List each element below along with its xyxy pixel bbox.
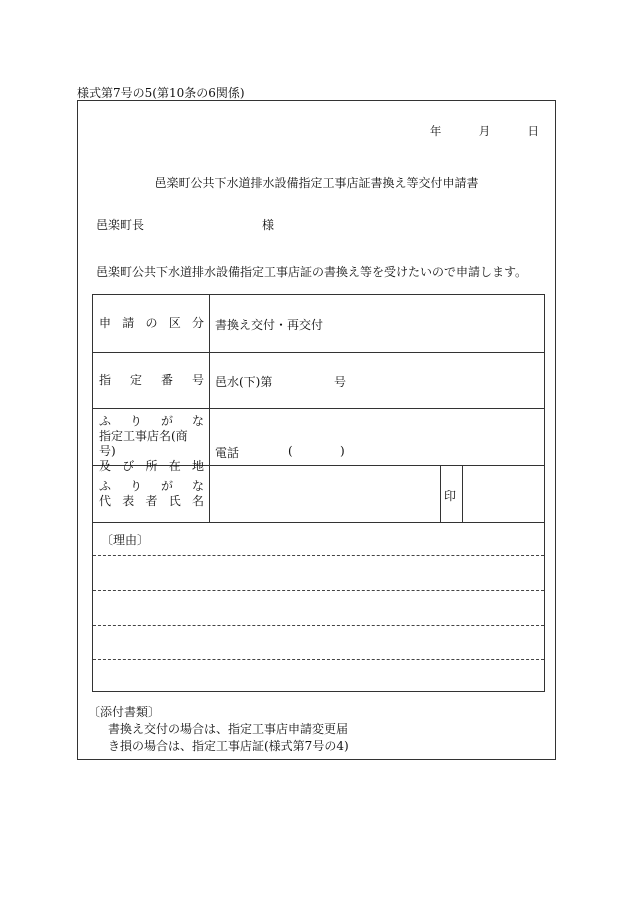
application-type-value: 書換え交付・再交付 bbox=[215, 318, 324, 332]
attachments-heading: 〔添付書類〕 bbox=[88, 705, 161, 719]
reason-line bbox=[93, 590, 544, 591]
reason-line bbox=[93, 555, 544, 556]
attachment-item: 書換え交付の場合は、指定工事店申請変更届 bbox=[108, 722, 349, 736]
form-number-label: 様式第7号の5(第10条の6関係) bbox=[77, 86, 245, 100]
phone-paren-close: ) bbox=[340, 444, 345, 458]
shop-name-label: ふ り が な 指定工事店名(商号) 及 び 所 在 地 bbox=[99, 414, 204, 473]
row-divider bbox=[93, 408, 544, 409]
seal-mark: 印 bbox=[444, 489, 457, 503]
application-type-label: 申 請 の 区 分 bbox=[99, 316, 204, 330]
reason-line bbox=[93, 659, 544, 660]
reason-label: 〔理由〕 bbox=[101, 533, 150, 547]
month-label: 月 bbox=[478, 124, 491, 138]
reason-line bbox=[93, 625, 544, 626]
attachment-item: き損の場合は、指定工事店証(様式第7号の4) bbox=[108, 739, 349, 753]
document-title: 邑楽町公共下水道排水設備指定工事店証書換え等交付申請書 bbox=[154, 176, 479, 190]
designation-number-prefix: 邑水(下)第 bbox=[215, 375, 273, 389]
day-label: 日 bbox=[527, 124, 539, 138]
application-form bbox=[77, 100, 556, 760]
seal-divider bbox=[462, 465, 463, 522]
application-statement: 邑楽町公共下水道排水設備指定工事店証の書換え等を受けたいので申請します。 bbox=[96, 265, 528, 279]
designation-number-label: 指 定 番 号 bbox=[99, 373, 204, 387]
phone-paren-open: ( bbox=[288, 444, 293, 458]
seal-divider bbox=[440, 465, 441, 522]
date-line bbox=[430, 123, 539, 139]
row-divider bbox=[93, 352, 544, 353]
addressee: 邑楽町長 bbox=[96, 218, 145, 232]
column-divider bbox=[209, 295, 210, 522]
row-divider bbox=[93, 522, 544, 523]
phone-label: 電話 bbox=[215, 446, 240, 460]
representative-label: ふ り が な 代 表 者 氏 名 bbox=[99, 479, 204, 508]
designation-number-suffix: 号 bbox=[334, 375, 347, 389]
application-table bbox=[92, 294, 545, 692]
year-label: 年 bbox=[429, 124, 442, 138]
honorific: 様 bbox=[262, 218, 275, 232]
